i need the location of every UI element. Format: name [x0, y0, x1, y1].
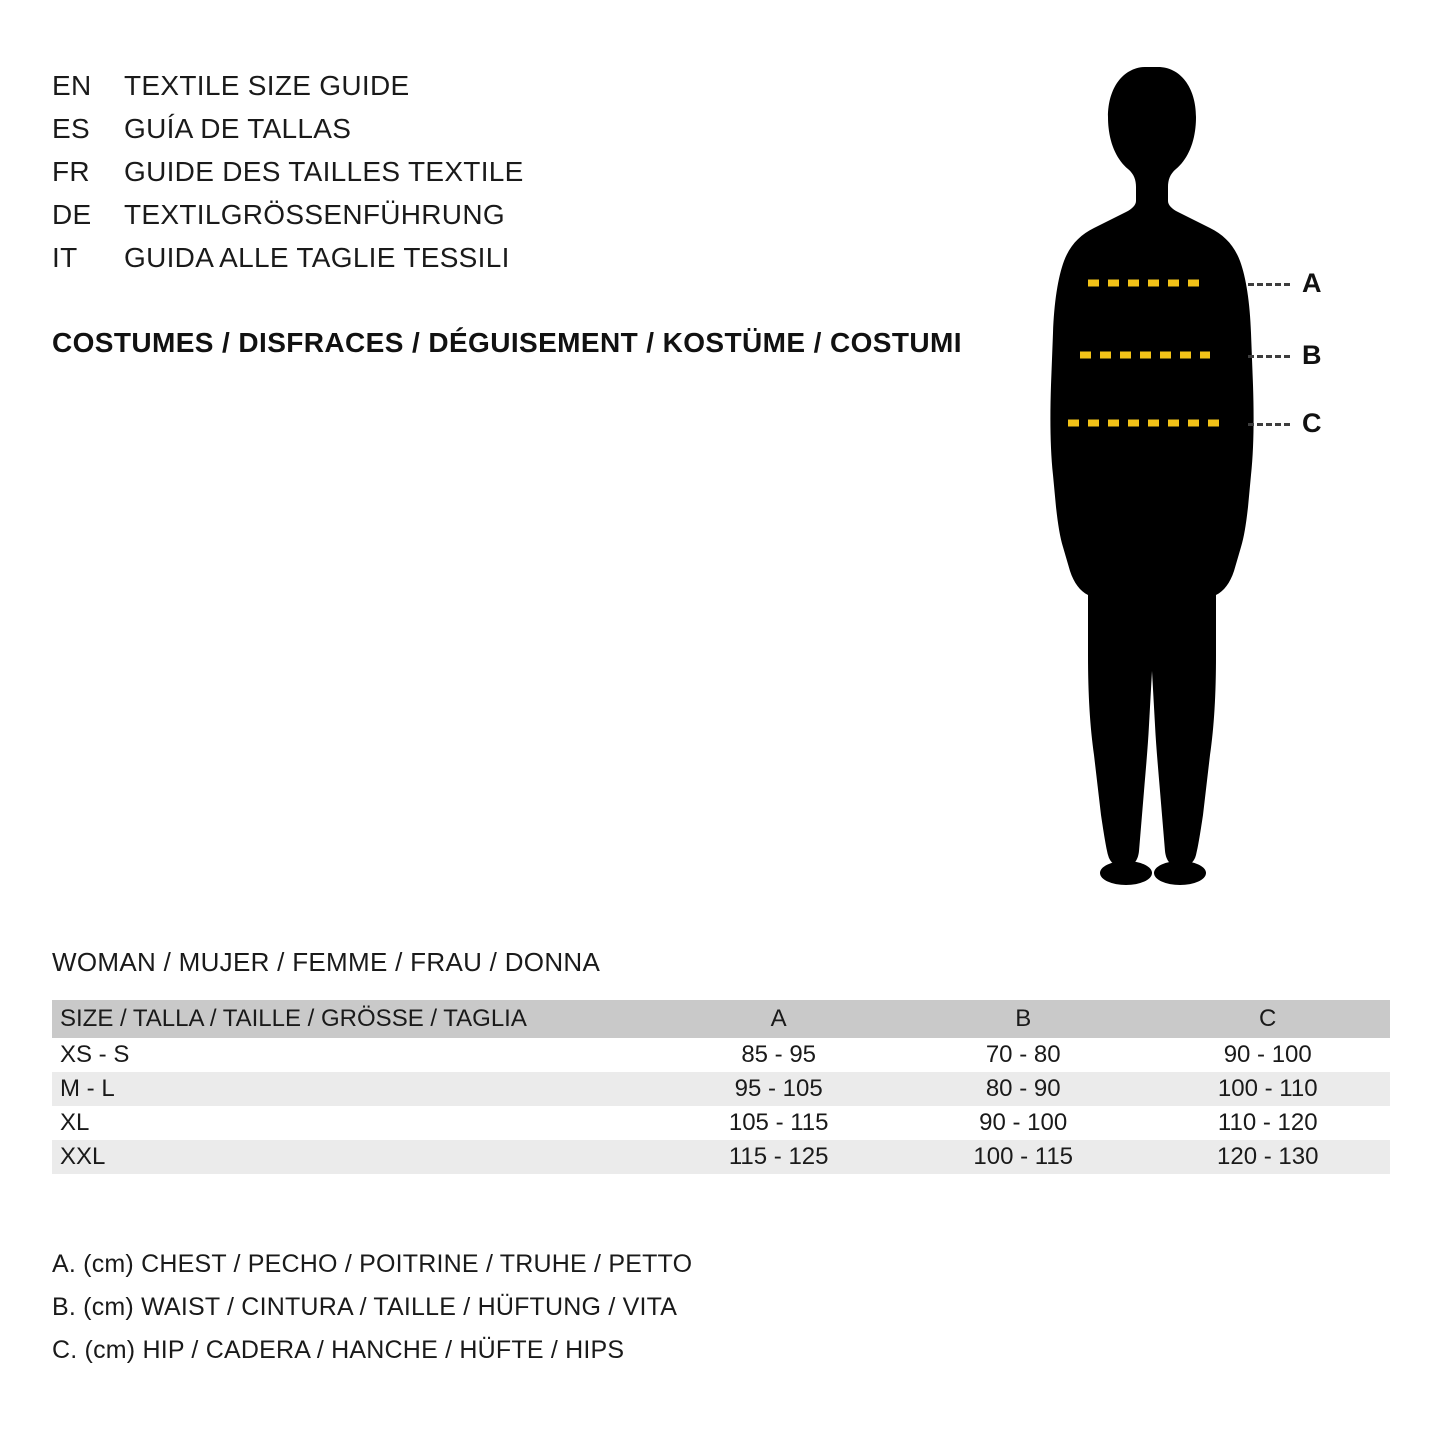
- language-code: ES: [52, 113, 90, 144]
- language-row: [52, 156, 1012, 199]
- cell-size: M - L: [60, 1075, 115, 1102]
- cell-a: 95 - 105: [734, 1075, 823, 1102]
- language-row: [52, 70, 1012, 113]
- leader-line-b: [1248, 355, 1290, 358]
- cell-c: 90 - 100: [1223, 1041, 1312, 1068]
- cell-b: 100 - 115: [973, 1143, 1074, 1170]
- column-header-c: C: [1259, 1005, 1277, 1032]
- cell-b: 80 - 90: [985, 1075, 1061, 1102]
- marker-label-b: B: [1302, 340, 1322, 370]
- cell-size: XS - S: [60, 1041, 130, 1068]
- marker-label-a: A: [1302, 268, 1322, 298]
- language-code: DE: [52, 199, 92, 230]
- language-title: GUÍA DE TALLAS: [124, 113, 352, 144]
- woman-silhouette-figure: [1010, 55, 1370, 885]
- cell-b: 90 - 100: [979, 1109, 1068, 1136]
- column-header-a: A: [770, 1005, 787, 1032]
- table-header-row: [52, 1000, 1390, 1038]
- cell-size: XL: [60, 1109, 90, 1136]
- language-title: GUIDE DES TAILLES TEXTILE: [124, 156, 524, 187]
- language-row: [52, 242, 1012, 285]
- cell-a: 115 - 125: [728, 1143, 829, 1170]
- table-section-title: WOMAN / MUJER / FEMME / FRAU / DONNA: [52, 947, 601, 977]
- table-row: [52, 1038, 1390, 1072]
- cell-c: 120 - 130: [1217, 1143, 1319, 1170]
- cell-a: 85 - 95: [741, 1041, 817, 1068]
- language-list: [52, 70, 1012, 285]
- cell-c: 110 - 120: [1217, 1109, 1318, 1136]
- size-table: [52, 1000, 1390, 1174]
- language-row: [52, 199, 1012, 242]
- language-title: GUIDA ALLE TAGLIE TESSILI: [124, 242, 510, 273]
- language-code: EN: [52, 70, 92, 101]
- cell-b: 70 - 80: [985, 1041, 1061, 1068]
- legend-item-a: A. (cm) CHEST / PECHO / POITRINE / TRUHE / PETTO: [52, 1250, 693, 1278]
- category-heading: COSTUMES / DISFRACES / DÉGUISEMENT / KOSTÜME / COSTUMI: [52, 327, 962, 358]
- leader-line-a: [1248, 283, 1290, 286]
- marker-label-c: C: [1302, 408, 1322, 438]
- language-title: TEXTILGRÖSSENFÜHRUNG: [124, 199, 505, 230]
- legend-item-b: B. (cm) WAIST / CINTURA / TAILLE / HÜFTUNG / VITA: [52, 1293, 678, 1321]
- table-row: [52, 1072, 1390, 1106]
- language-title: TEXTILE SIZE GUIDE: [124, 70, 410, 101]
- language-code: IT: [52, 242, 78, 273]
- language-code: FR: [52, 156, 90, 187]
- language-row: [52, 113, 1012, 156]
- legend-item-c: C. (cm) HIP / CADERA / HANCHE / HÜFTE / HIPS: [52, 1336, 625, 1364]
- column-header-size: SIZE / TALLA / TAILLE / GRÖSSE / TAGLIA: [60, 1005, 527, 1032]
- measurement-legend: [52, 1243, 1052, 1372]
- cell-a: 105 - 115: [728, 1109, 829, 1136]
- table-row: [52, 1106, 1390, 1140]
- leader-line-c: [1248, 423, 1290, 426]
- cell-c: 100 - 110: [1217, 1075, 1318, 1102]
- cell-size: XXL: [60, 1143, 106, 1170]
- table-row: [52, 1140, 1390, 1174]
- column-header-b: B: [1015, 1005, 1032, 1032]
